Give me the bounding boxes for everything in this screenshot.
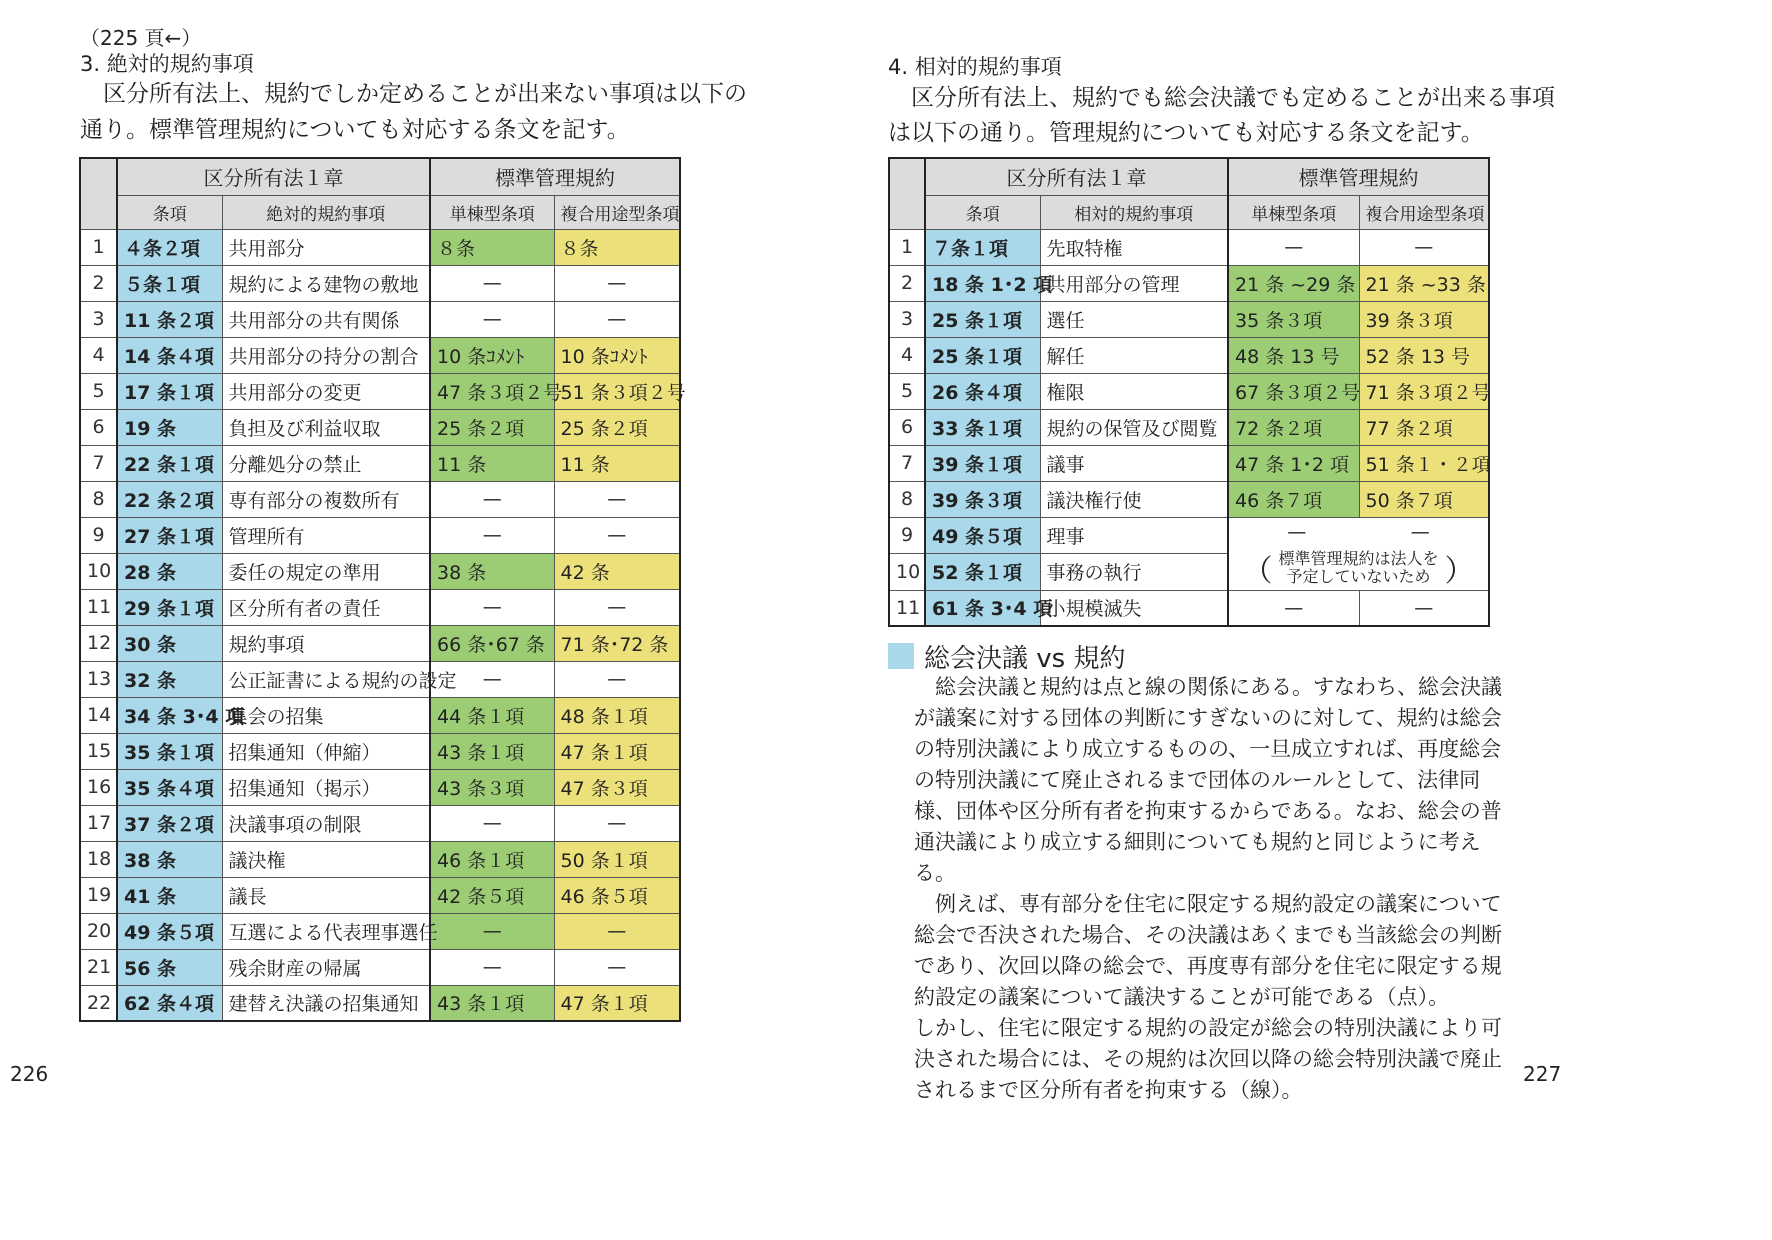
table-row [889, 481, 1489, 517]
row-number: 15 [80, 733, 117, 769]
row-number: 1 [80, 229, 117, 265]
row-number: 2 [80, 265, 117, 301]
row-number: 5 [889, 373, 925, 409]
right-page-number: 227 [1523, 1062, 1562, 1086]
group-header-standard: 標準管理規約 [430, 158, 680, 195]
article-cell: 61 条 3･4 項 [925, 590, 1040, 626]
row-number: 6 [80, 409, 117, 445]
multi-use-cell: — [554, 913, 680, 949]
group-header-standard: 標準管理規約 [1228, 158, 1489, 195]
multi-use-cell: 51 条３項２号 [554, 373, 680, 409]
multi-use-cell: 25 条２項 [554, 409, 680, 445]
article-cell: 41 条 [117, 877, 222, 913]
left-page-number: 226 [10, 1062, 49, 1086]
diagonal-corner-cell [889, 158, 925, 229]
single-building-cell: 42 条５項 [430, 877, 554, 913]
multi-use-cell: 42 条 [554, 553, 680, 589]
single-building-cell: — [430, 805, 554, 841]
column-header-single: 単棟型条項 [1228, 195, 1359, 229]
table-row [80, 265, 680, 301]
row-number: 7 [80, 445, 117, 481]
table-row [80, 589, 680, 625]
multi-use-cell: 47 条３項 [554, 769, 680, 805]
single-building-cell: 25 条２項 [430, 409, 554, 445]
single-building-cell: 66 条･67 条 [430, 625, 554, 661]
single-building-cell: 47 条３項２号 [430, 373, 554, 409]
table-row [80, 229, 680, 265]
item-cell: 議決権 [222, 841, 430, 877]
article-cell: 19 条 [117, 409, 222, 445]
item-cell: 議長 [222, 877, 430, 913]
article-cell: 34 条 3･4 項 [117, 697, 222, 733]
article-cell: 49 条５項 [117, 913, 222, 949]
single-building-cell: — [430, 661, 554, 697]
row-number: 21 [80, 949, 117, 985]
row-number: 22 [80, 985, 117, 1021]
item-cell: 規約事項 [222, 625, 430, 661]
multi-use-cell: 10 条ｺﾒﾝﾄ [554, 337, 680, 373]
single-building-cell: 38 条 [430, 553, 554, 589]
group-header-law: 区分所有法１章 [925, 158, 1228, 195]
single-building-cell: — [430, 481, 554, 517]
multi-use-cell: 11 条 [554, 445, 680, 481]
row-number: 10 [889, 554, 925, 591]
column-header-item: 絶対的規約事項 [222, 195, 430, 229]
table-row [80, 373, 680, 409]
article-cell: ４条２項 [117, 229, 222, 265]
multi-use-cell: 21 条 ~33 条 [1359, 265, 1489, 301]
body-paragraph: 総会決議と規約は点と線の関係にある。すなわち、総会決議が議案に対する団体の判断にすぎないのに対して、規約は総会の特別決議により成立するものの、一旦成立すれば、再度総会の特別決議にて廃止されるまで団体のルールとして、法律同様、団体や区分所有者を拘束するからである。なお、総会の普通決議により成立する細則についても規約と同じように考える。 [914, 675, 1502, 885]
article-cell: 30 条 [117, 625, 222, 661]
article-cell: 22 条２項 [117, 481, 222, 517]
column-header-article: 条項 [117, 195, 222, 229]
multi-use-cell: — [554, 517, 680, 553]
single-building-cell: — [430, 589, 554, 625]
group-header-law: 区分所有法１章 [117, 158, 430, 195]
row-number: 16 [80, 769, 117, 805]
multi-use-cell: 46 条５項 [554, 877, 680, 913]
article-cell: 14 条４項 [117, 337, 222, 373]
table-row [80, 805, 680, 841]
table-row [80, 481, 680, 517]
row-number: 5 [80, 373, 117, 409]
bracket-open: （ [1242, 553, 1273, 589]
single-building-cell: — [430, 265, 554, 301]
table-row [80, 733, 680, 769]
table-row [80, 301, 680, 337]
item-cell: 権限 [1040, 373, 1228, 409]
item-cell: 負担及び利益収取 [222, 409, 430, 445]
single-building-cell: — [1228, 229, 1359, 265]
article-cell: 39 条１項 [925, 445, 1040, 481]
multi-use-cell: 39 条３項 [1359, 301, 1489, 337]
row-number: 18 [80, 841, 117, 877]
multi-use-cell: — [554, 265, 680, 301]
multi-use-cell: 47 条１項 [554, 733, 680, 769]
item-cell: 建替え決議の招集通知 [222, 985, 430, 1021]
right-intro-line2: は以下の通り。管理規約についても対応する条文を記す。 [888, 120, 1484, 146]
article-cell: 52 条１項 [925, 554, 1040, 591]
single-building-cell: ８条 [430, 229, 554, 265]
item-cell: 議事 [1040, 445, 1228, 481]
article-cell: 18 条 1･2 項 [925, 265, 1040, 301]
item-cell: 議決権行使 [1040, 481, 1228, 517]
table-row [80, 625, 680, 661]
column-header-multi: 複合用途型条項 [554, 195, 680, 229]
page-reference: （225 頁←） [80, 26, 202, 50]
article-cell: 38 条 [117, 841, 222, 877]
table-row [80, 517, 680, 553]
row-number: 3 [889, 301, 925, 337]
multi-use-cell: — [554, 301, 680, 337]
table-row [889, 590, 1489, 626]
row-number: 17 [80, 805, 117, 841]
single-building-cell: 21 条 ~29 条 [1228, 265, 1359, 301]
item-cell: 共用部分の持分の割合 [222, 337, 430, 373]
multi-use-cell: — [554, 805, 680, 841]
multi-use-cell: — [554, 589, 680, 625]
item-cell: 互選による代表理事選任 [222, 913, 430, 949]
table-row [889, 409, 1489, 445]
single-building-cell: 46 条７項 [1228, 481, 1359, 517]
row-number: 8 [889, 481, 925, 517]
item-cell: 共用部分の変更 [222, 373, 430, 409]
article-cell: 35 条４項 [117, 769, 222, 805]
table-row [889, 337, 1489, 373]
row-number: 1 [889, 229, 925, 265]
article-cell: ５条１項 [117, 265, 222, 301]
article-cell: 25 条１項 [925, 301, 1040, 337]
row-number: 11 [889, 590, 925, 626]
row-number: 3 [80, 301, 117, 337]
item-cell: 共用部分の管理 [1040, 265, 1228, 301]
item-cell: 先取特権 [1040, 229, 1228, 265]
article-cell: 39 条３項 [925, 481, 1040, 517]
article-cell: 29 条１項 [117, 589, 222, 625]
table-row [80, 913, 680, 949]
body-paragraph: 例えば、専有部分を住宅に限定する規約設定の議案について総会で否決された場合、その決議はあくまでも当該総会の判断であり、次回以降の総会で、再度専有部分を住宅に限定する規約設定の議案について議決することが可能である（点）。 [914, 892, 1502, 1009]
item-cell: 規約による建物の敷地 [222, 265, 430, 301]
table-row [80, 337, 680, 373]
multi-use-cell: 71 条３項２号 [1359, 373, 1489, 409]
multi-use-cell: — [554, 661, 680, 697]
multi-use-cell: — [554, 481, 680, 517]
column-header-single: 単棟型条項 [430, 195, 554, 229]
item-cell: 招集通知（掲示） [222, 769, 430, 805]
note-line: 標準管理規約は法人を [1278, 548, 1439, 568]
single-building-cell: 48 条 13 号 [1228, 337, 1359, 373]
item-cell: 専有部分の複数所有 [222, 481, 430, 517]
item-cell: 事務の執行 [1040, 554, 1228, 591]
body-paragraph: しかし、住宅に限定する規約の設定が総会の特別決議により可決された場合には、その規約は次回以降の総会特別決議で廃止されるまで区分所有者を拘束する（線）。 [914, 1016, 1502, 1102]
item-cell: 残余財産の帰属 [222, 949, 430, 985]
article-cell: 62 条４項 [117, 985, 222, 1021]
single-building-cell: — [1228, 590, 1359, 626]
article-cell: 22 条１項 [117, 445, 222, 481]
item-cell: 招集通知（伸縮） [222, 733, 430, 769]
article-cell: 26 条４項 [925, 373, 1040, 409]
column-header-article: 条項 [925, 195, 1040, 229]
row-number: 13 [80, 661, 117, 697]
article-cell: 32 条 [117, 661, 222, 697]
multi-use-cell: — [1359, 590, 1489, 626]
table-row [80, 697, 680, 733]
item-cell: 委任の規定の準用 [222, 553, 430, 589]
article-cell: 56 条 [117, 949, 222, 985]
item-cell: 集会の招集 [222, 697, 430, 733]
note-line: 予定していないため [1286, 566, 1431, 586]
single-building-cell: 43 条１項 [430, 985, 554, 1021]
multi-use-cell: ８条 [554, 229, 680, 265]
single-building-cell: 35 条３項 [1228, 301, 1359, 337]
single-building-cell: 10 条ｺﾒﾝﾄ [430, 337, 554, 373]
single-building-cell: — [430, 913, 554, 949]
article-cell: ７条１項 [925, 229, 1040, 265]
table-row [80, 661, 680, 697]
multi-use-cell: — [554, 949, 680, 985]
table-row [889, 301, 1489, 337]
left-intro-line2: 通り。標準管理規約についても対応する条文を記す。 [80, 117, 630, 143]
multi-use-cell: 47 条１項 [554, 985, 680, 1021]
row-number: 9 [80, 517, 117, 553]
section-marker [888, 643, 914, 669]
row-number: 7 [889, 445, 925, 481]
article-cell: 35 条１項 [117, 733, 222, 769]
multi-use-cell: 50 条７項 [1359, 481, 1489, 517]
multi-use-cell: 48 条１項 [554, 697, 680, 733]
table-row [80, 553, 680, 589]
single-building-cell: — [430, 301, 554, 337]
not-applicable-note-cell [1228, 517, 1489, 590]
table-row [80, 841, 680, 877]
multi-use-cell: — [1359, 229, 1489, 265]
single-building-cell: 72 条２項 [1228, 409, 1359, 445]
row-number: 10 [80, 553, 117, 589]
article-cell: 33 条１項 [925, 409, 1040, 445]
article-cell: 27 条１項 [117, 517, 222, 553]
item-cell: 小規模滅失 [1040, 590, 1228, 626]
item-cell: 理事 [1040, 517, 1228, 554]
single-building-cell: 47 条 1･2 項 [1228, 445, 1359, 481]
article-cell: 28 条 [117, 553, 222, 589]
row-number: 20 [80, 913, 117, 949]
relative-items-table [888, 157, 1490, 627]
column-header-item: 相対的規約事項 [1040, 195, 1228, 229]
item-cell: 決議事項の制限 [222, 805, 430, 841]
item-cell: 規約の保管及び閲覧 [1040, 409, 1228, 445]
article-cell: 37 条２項 [117, 805, 222, 841]
item-cell: 共用部分の共有関係 [222, 301, 430, 337]
table-row [80, 877, 680, 913]
single-building-cell: 43 条３項 [430, 769, 554, 805]
single-building-cell: 11 条 [430, 445, 554, 481]
row-number: 6 [889, 409, 925, 445]
row-number: 11 [80, 589, 117, 625]
right-heading: 4. 相対的規約事項 [888, 55, 1062, 79]
absolute-items-table [79, 157, 686, 1022]
row-number: 19 [80, 877, 117, 913]
table-row [889, 265, 1489, 301]
single-building-cell: 67 条３項２号 [1228, 373, 1359, 409]
item-cell: 選任 [1040, 301, 1228, 337]
dash-mark: — [1410, 520, 1430, 543]
multi-use-cell: 77 条２項 [1359, 409, 1489, 445]
table-row [80, 985, 680, 1021]
article-cell: 49 条５項 [925, 517, 1040, 554]
multi-use-cell: 52 条 13 号 [1359, 337, 1489, 373]
multi-use-cell: 51 条１・２項 [1359, 445, 1489, 481]
item-cell: 区分所有者の責任 [222, 589, 430, 625]
single-building-cell: — [430, 517, 554, 553]
item-cell: 解任 [1040, 337, 1228, 373]
single-building-cell: 43 条１項 [430, 733, 554, 769]
section-body [914, 672, 1514, 1106]
row-number: 2 [889, 265, 925, 301]
table-row [80, 445, 680, 481]
row-number: 12 [80, 625, 117, 661]
diagonal-corner-cell [80, 158, 117, 229]
table-row [80, 769, 680, 805]
row-number: 8 [80, 481, 117, 517]
item-cell: 公正証書による規約の設定 [222, 661, 430, 697]
single-building-cell: 46 条１項 [430, 841, 554, 877]
table-row [889, 445, 1489, 481]
table-row [80, 949, 680, 985]
column-header-multi: 複合用途型条項 [1359, 195, 1489, 229]
row-number: 4 [889, 337, 925, 373]
item-cell: 分離処分の禁止 [222, 445, 430, 481]
left-heading: 3. 絶対的規約事項 [80, 52, 254, 76]
multi-use-cell: 71 条･72 条 [554, 625, 680, 661]
left-intro-line1: 区分所有法上、規約でしか定めることが出来ない事項は以下の [80, 81, 747, 107]
single-building-cell: 44 条１項 [430, 697, 554, 733]
table-row [889, 373, 1489, 409]
article-cell: 17 条１項 [117, 373, 222, 409]
table-row [889, 517, 1489, 554]
multi-use-cell: 50 条１項 [554, 841, 680, 877]
row-number: 14 [80, 697, 117, 733]
item-cell: 共用部分 [222, 229, 430, 265]
dash-mark: — [1287, 520, 1307, 543]
article-cell: 11 条２項 [117, 301, 222, 337]
right-intro-line1: 区分所有法上、規約でも総会決議でも定めることが出来る事項 [888, 85, 1555, 111]
table-row [889, 229, 1489, 265]
row-number: 4 [80, 337, 117, 373]
row-number: 9 [889, 517, 925, 554]
article-cell: 25 条１項 [925, 337, 1040, 373]
bracket-close: ） [1444, 553, 1475, 589]
section-title: 総会決議 vs 規約 [924, 644, 1126, 674]
table-row [80, 409, 680, 445]
single-building-cell: — [430, 949, 554, 985]
item-cell: 管理所有 [222, 517, 430, 553]
